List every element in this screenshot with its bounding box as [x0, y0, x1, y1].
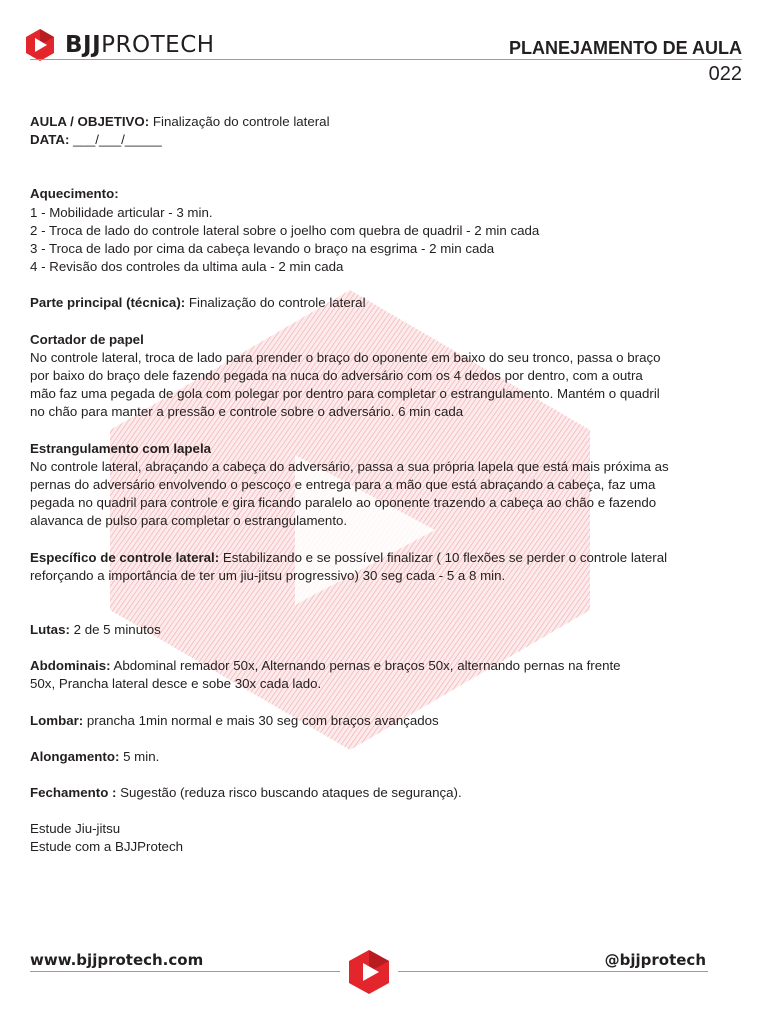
lesson-number: 022 [708, 63, 742, 85]
technique-1-title: Cortador de papel [30, 331, 144, 347]
brand-logo [23, 28, 215, 62]
lumbar-line: Lombar: prancha 1min normal e mais 30 seg com braços avançados [30, 712, 439, 728]
footer-divider-left [30, 971, 340, 972]
bjjprotech-logo-icon [23, 28, 57, 62]
specific-line-2: reforçando a importância de ter um jiu-jitsu progressivo) 30 seg cada - 5 a 8 min. [30, 567, 506, 583]
abs-line: Abdominais: Abdominal remador 50x, Alternando pernas e braços 50x, alternando pernas na frente [30, 658, 621, 674]
technique-2-line: No controle lateral, abraçando a cabeça do adversário, passa a sua própria lapela que está mais próxima as [30, 458, 669, 474]
warmup-heading: Aquecimento: [30, 186, 119, 202]
list-item: 3 - Troca de lado por cima da cabeça levando o braço na esgrima - 2 min cada [30, 241, 495, 257]
technique-1-line: No controle lateral, troca de lado para prender o braço do oponente em baixo do seu tronco, passa o braço [30, 349, 661, 365]
objective-line: AULA / OBJETIVO: Finalização do controle lateral [30, 114, 330, 129]
main-part-line: Parte principal (técnica): Finalização do controle lateral [30, 295, 366, 311]
technique-1-line: por baixo do braço dele fazendo pegada na nuca do adversário com os 4 dedos por dentro, com a outra [30, 368, 643, 384]
closing-line: Fechamento : Sugestão (reduza risco buscando ataques de segurança). [30, 785, 462, 801]
bjjprotech-footer-logo-icon [346, 948, 392, 996]
fights-line: Lutas: 2 de 5 minutos [30, 622, 161, 638]
list-item: 4 - Revisão dos controles da ultima aula - 2 min cada [30, 259, 344, 275]
social-handle[interactable]: @bjjprotech [604, 951, 706, 969]
date-line: DATA: ___/___/_____ [30, 132, 162, 148]
list-item: 2 - Troca de lado do controle lateral sobre o joelho com quebra de quadril - 2 min cada [30, 222, 540, 238]
technique-1-line: mão faz uma pegada de gola com polegar por dentro para completar o estrangulamento. Mantém o quadril [30, 386, 660, 402]
list-item: 1 - Mobilidade articular - 3 min. [30, 204, 213, 220]
technique-2-line: pegada no quadril para controle e gira ficando paralelo ao oponente trazendo a cabeça ao chão e fazendo [30, 495, 657, 511]
stretch-line: Alongamento: 5 min. [30, 748, 160, 764]
technique-2-line: pernas do adversário envolvendo o pescoço e entrega para a mão que está abraçando a cabeça, faz uma [30, 477, 656, 493]
outro-line-2: Estude com a BJJProtech [30, 839, 183, 855]
abs-line-2: 50x, Prancha lateral desce e sobe 30x cada lado. [30, 676, 322, 692]
technique-2-line: alavanca de pulso para completar o estrangulamento. [30, 513, 348, 529]
technique-2-title: Estrangulamento com lapela [30, 440, 212, 456]
lesson-plan-body [30, 113, 764, 857]
header-divider [30, 59, 742, 60]
technique-1-line: no chão para manter a pressão e controle sobre o adversário. 6 min cada [30, 404, 464, 420]
footer-divider-right [398, 971, 708, 972]
specific-line: Específico de controle lateral: Estabilizando e se possível finalizar ( 10 flexões se perder o controle lateral [30, 549, 668, 565]
outro-line: Estude Jiu-jitsu [30, 821, 121, 837]
website-link[interactable]: www.bjjprotech.com [30, 951, 204, 969]
brand-wordmark: BJJPROTECH [65, 31, 215, 58]
page-title: PLANEJAMENTO DE AULA [508, 38, 742, 58]
